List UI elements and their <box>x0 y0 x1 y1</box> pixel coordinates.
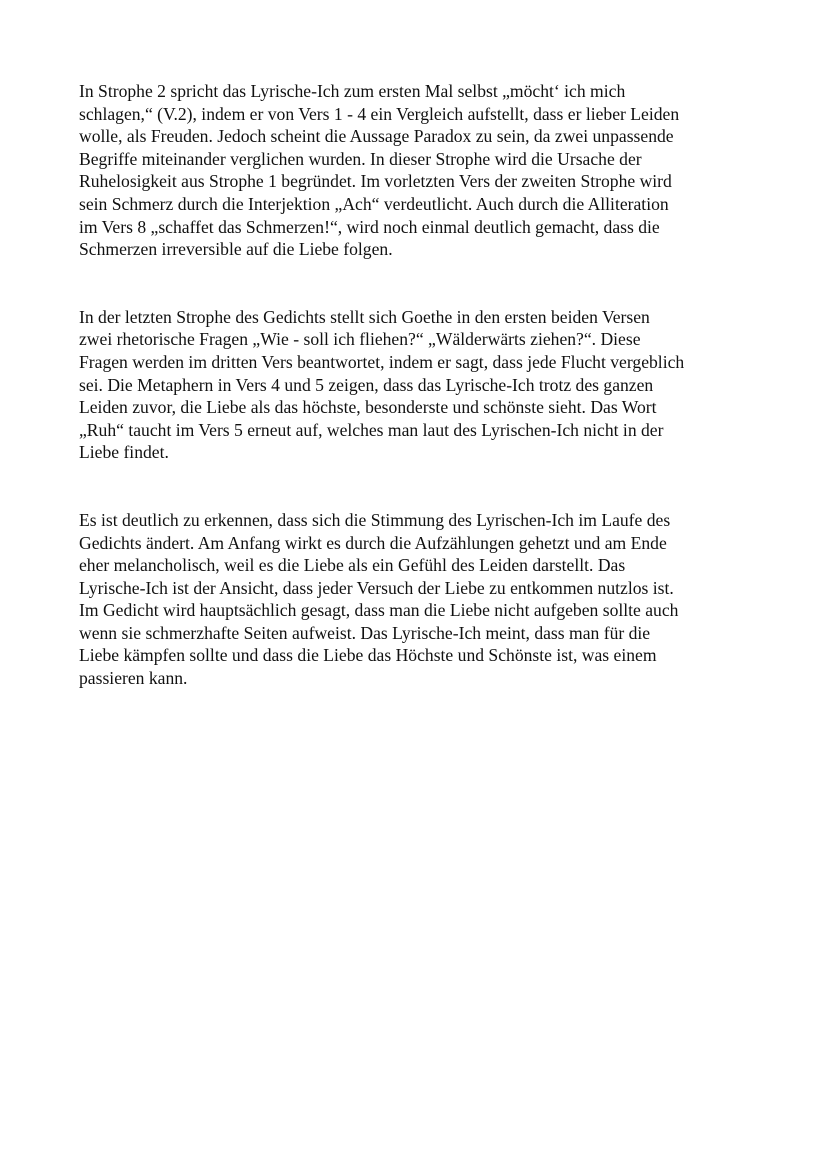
document-body <box>79 80 759 690</box>
paragraph-strophe-2: In Strophe 2 spricht das Lyrische-Ich zum ersten Mal selbst „möcht‘ ich mich schlagen,“ (V.2), indem er von Vers 1 - 4 ein Vergleich aufstellt, dass er lieber Leiden wolle, als Freuden. Jedoch scheint die Aussage Paradox zu sein, da zwei unpassende Begriffe miteinander verglichen wurden. In dieser Strophe wird die Ursache der Ruhelosigkeit aus Strophe 1 begründet. Im vorletzten Vers der zweiten Strophe wird sein Schmerz durch die Interjektion „Ach“ verdeutlicht. Auch durch die Alliteration im Vers 8 „schaffet das Schmerzen!“, wird noch einmal deutlich gemacht, dass die Schmerzen irreversible auf die Liebe folgen. <box>79 81 680 260</box>
paragraph-last-strophe: In der letzten Strophe des Gedichts stellt sich Goethe in den ersten beiden Versen zwei rhetorische Fragen „Wie - soll ich fliehen?“ „Wälderwärts ziehen?“. Diese Fragen werden im dritten Vers beantwortet, indem er sagt, dass jede Flucht vergeblich sei. Die Metaphern in Vers 4 und 5 zeigen, dass das Lyrische-Ich trotz des ganzen Leiden zuvor, die Liebe als das höchste, besonderste und schönste sieht. Das Wort „Ruh“ taucht im Vers 5 erneut auf, welches man laut des Lyrischen-Ich nicht in der Liebe findet. <box>79 306 685 463</box>
paragraph-conclusion: Es ist deutlich zu erkennen, dass sich die Stimmung des Lyrischen-Ich im Laufe des Gedichts ändert. Am Anfang wirkt es durch die Aufzählungen gehetzt und am Ende eher melancholisch, weil es die Liebe als ein Gefühl des Leiden darstellt. Das Lyrische-Ich ist der Ansicht, dass jeder Versuch der Liebe zu entkommen nutzlos ist. Im Gedicht wird hauptsächlich gesagt, dass man die Liebe nicht aufgeben sollte auch wenn sie schmerzhafte Seiten aufweist. Das Lyrische-Ich meint, dass man für die Liebe kämpfen sollte und dass die Liebe das Höchste und Schönste ist, was einem passieren kann. <box>79 509 679 689</box>
